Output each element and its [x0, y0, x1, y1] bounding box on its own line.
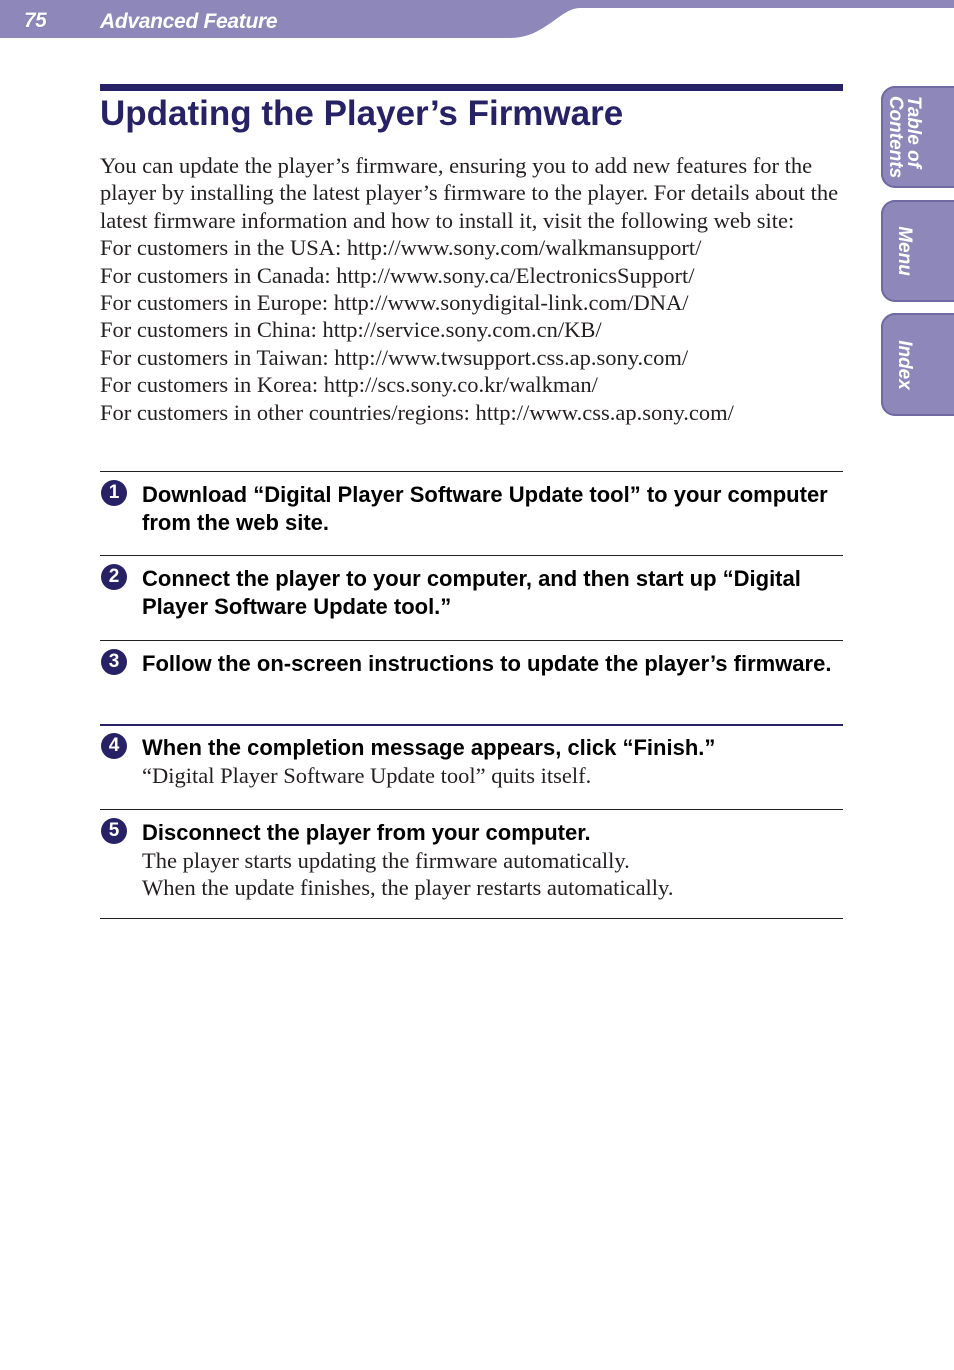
step-title: Follow the on-screen instructions to update the player’s firmware.	[142, 651, 832, 676]
step-title: When the completion message appears, click “Finish.”	[142, 735, 716, 760]
step-number-badge: 2	[101, 564, 127, 590]
step-number-badge: 4	[101, 733, 127, 759]
step-title: Connect the player to your computer, and then start up “Digital Player Software Update tool.”	[142, 566, 801, 619]
step-title: Disconnect the player from your computer.	[142, 820, 591, 845]
tab-label: Table of Contents	[885, 95, 924, 179]
step-note: The player starts updating the firmware automatically.	[142, 847, 630, 873]
steps-end-rule	[100, 918, 843, 919]
step-note: “Digital Player Software Update tool” quits itself.	[142, 762, 592, 788]
step-item	[100, 640, 843, 724]
step-item	[100, 809, 843, 918]
customer-line-europe: For customers in Europe: http://www.sonydigital-link.com/DNA/	[100, 290, 689, 316]
step-number-badge: 1	[101, 480, 127, 506]
customer-line-usa: For customers in the USA: http://www.sony.com/walkmansupport/	[100, 235, 702, 261]
step-item	[100, 471, 843, 555]
page-number: 75	[24, 9, 47, 32]
tab-menu[interactable]	[881, 200, 954, 302]
customer-line-taiwan: For customers in Taiwan: http://www.twsupport.css.ap.sony.com/	[100, 344, 689, 370]
customer-line-other: For customers in other countries/regions: http://www.css.ap.sony.com/	[100, 399, 734, 425]
intro-paragraph: You can update the player’s firmware, ensuring you to add new features for the player by installing the latest player’s firmware to the player. For details about the latest firmware information and how to install it, visit the following web site:	[100, 153, 839, 233]
step-title: Download “Digital Player Software Update tool” to your computer from the web site.	[142, 482, 828, 535]
customer-line-korea: For customers in Korea: http://scs.sony.co.kr/walkman/	[100, 372, 598, 398]
step-number-badge: 3	[101, 649, 127, 675]
tab-label: Index	[894, 339, 915, 390]
step-item	[100, 724, 843, 809]
step-number-badge: 5	[101, 818, 127, 844]
tab-table-of-contents[interactable]	[881, 86, 954, 188]
steps-list	[100, 471, 843, 918]
page-title: Updating the Player’s Firmware	[100, 94, 624, 133]
customer-line-china: For customers in China: http://service.sony.com.cn/KB/	[100, 317, 602, 343]
header-band	[0, 0, 954, 40]
step-item	[100, 555, 843, 640]
intro-text	[100, 152, 850, 426]
step-note: When the update finishes, the player restarts automatically.	[142, 874, 674, 900]
tab-index[interactable]	[881, 313, 954, 416]
customer-line-canada: For customers in Canada: http://www.sony.ca/ElectronicsSupport/	[100, 262, 695, 288]
section-title: Advanced Feature	[100, 10, 278, 33]
tab-label: Menu	[894, 226, 915, 276]
title-rule	[100, 84, 843, 91]
